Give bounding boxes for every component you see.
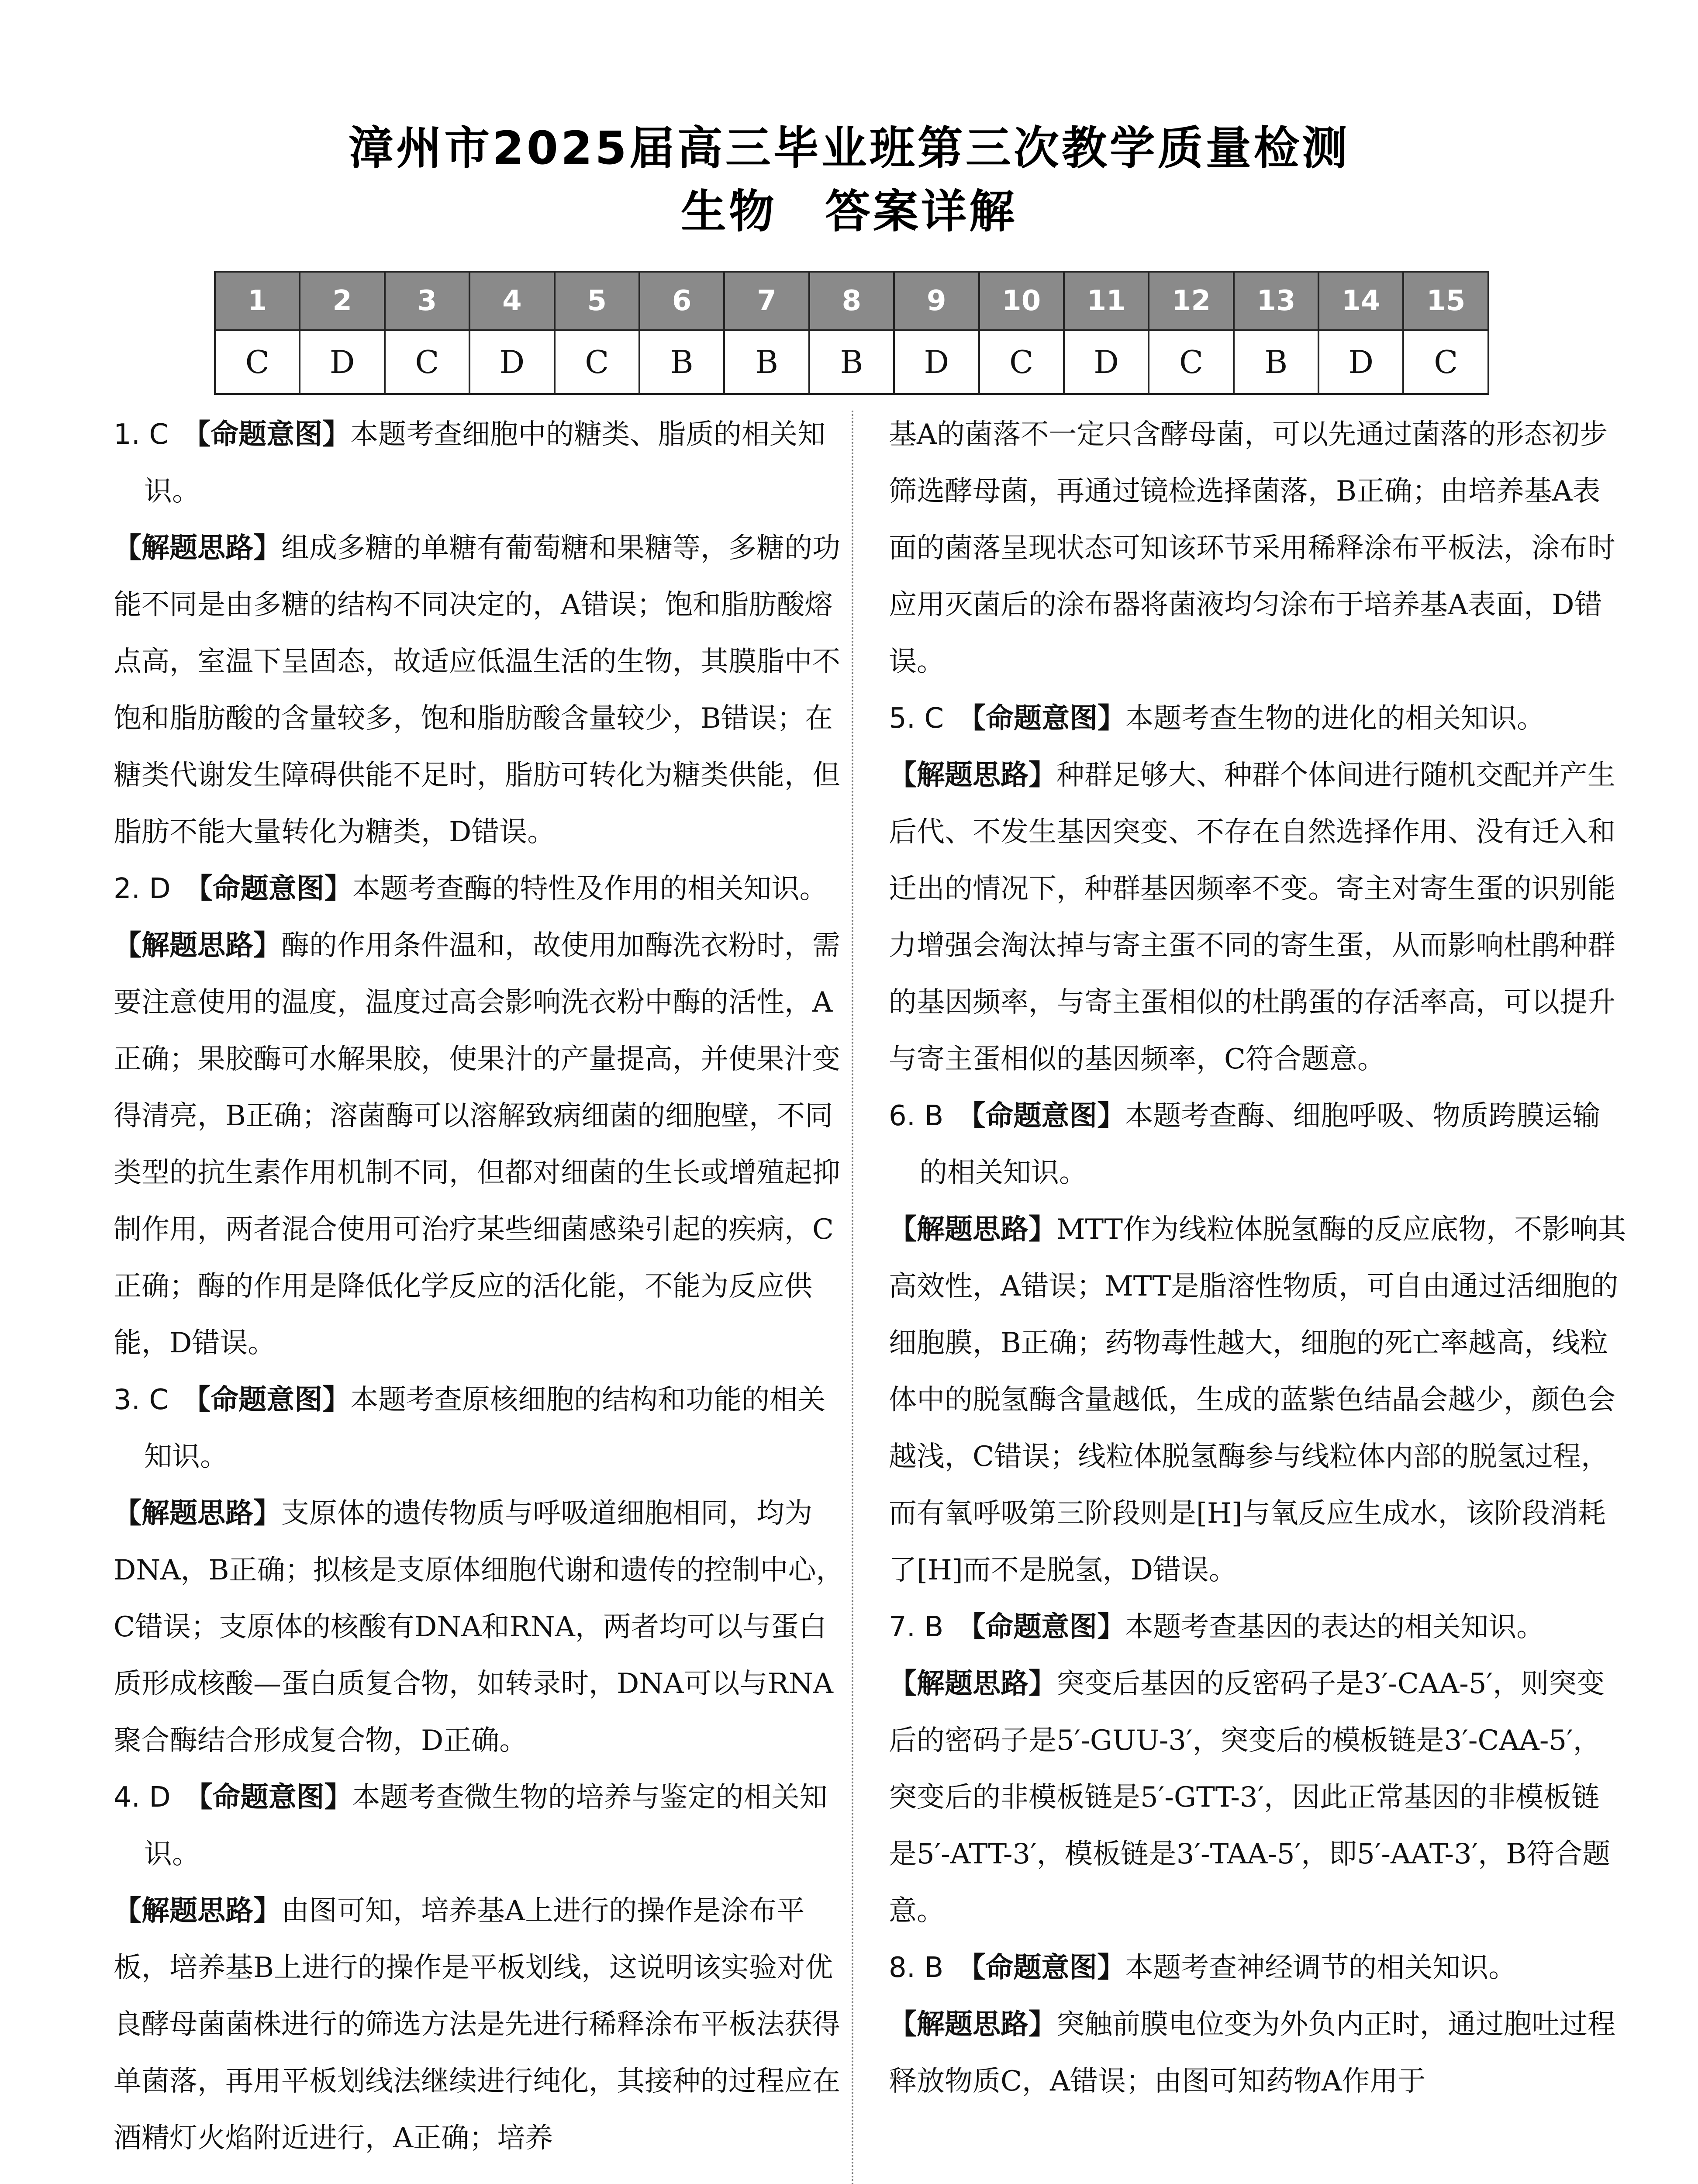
question-number: 12: [1149, 272, 1233, 330]
question-7-reasoning: 【解题思路】突变后基因的反密码子是3′-CAA-5′，则突变后的密码子是5′-GUU-3′，突变后的模板链是3′-CAA-5′，突变后的非模板链是5′-GTT-3′，因此正常基因的非模板链是5′-ATT-3′，模板链是3′-TAA-5′，即5′-AAT-3′，B符合题意。: [889, 1668, 1611, 1927]
answer-cell: C: [385, 330, 469, 394]
question-number: 11: [1064, 272, 1149, 330]
question-number: 5: [555, 272, 639, 330]
answer-cell: C: [1403, 330, 1488, 394]
question-number: 9: [894, 272, 979, 330]
answer-table: [214, 271, 1489, 395]
answer-cell: D: [300, 330, 384, 394]
answer-cell: C: [215, 330, 300, 394]
question-number: 14: [1318, 272, 1403, 330]
question-number: 15: [1403, 272, 1488, 330]
answer-cell: C: [1149, 330, 1233, 394]
question-number: 2: [300, 272, 384, 330]
question-number: 8: [809, 272, 894, 330]
question-number: 1: [215, 272, 300, 330]
question-1-reasoning: 【解题思路】组成多糖的单糖有葡萄糖和果糖等，多糖的功能不同是由多糖的结构不同决定的，A错误；饱和脂肪酸熔点高，室温下呈固态，故适应低温生活的生物，其膜脂中不饱和脂肪酸的含量较多，饱和脂肪酸含量较少，B错误；在糖类代谢发生障碍供能不足时，脂肪可转化为糖类供能，但脂肪不能大量转化为糖类，D错误。: [114, 532, 840, 848]
question-number: 7: [724, 272, 809, 330]
right-column: [889, 406, 1627, 2110]
answer-table-values-row: [215, 330, 1488, 394]
question-6-reasoning: 【解题思路】MTT作为线粒体脱氢酶的反应底物，不影响其高效性，A错误；MTT是脂溶性物质，可自由通过活细胞的细胞膜，B正确；药物毒性越大，细胞的死亡率越高，线粒体中的脱氢酶含量越低，生成的蓝紫色结晶会越少，颜色会越浅，C错误；线粒体脱氢酶参与线粒体内部的脱氢过程，而有氧呼吸第三阶段则是[H]与氧反应生成水，该阶段消耗了[H]而不是脱氢，D错误。: [889, 1213, 1626, 1586]
question-number: 10: [979, 272, 1064, 330]
answer-cell: D: [1064, 330, 1149, 394]
question-5-reasoning: 【解题思路】种群足够大、种群个体间进行随机交配并产生后代、不发生基因突变、不存在自然选择作用、没有迁入和迁出的情况下，种群基因频率不变。寄主对寄生蛋的识别能力增强会淘汰掉与寄主蛋不同的寄生蛋，从而影响杜鹃种群的基因频率，与寄主蛋相似的杜鹃蛋的存活率高，可以提升与寄主蛋相似的基因频率，C符合题意。: [889, 759, 1615, 1075]
answer-cell: B: [724, 330, 809, 394]
answer-cell: C: [555, 330, 639, 394]
question-number: 3: [385, 272, 469, 330]
question-6-intent: 6. B 【命题意图】本题考查酶、细胞呼吸、物质跨膜运输的相关知识。: [889, 1100, 1601, 1189]
answer-cell: B: [809, 330, 894, 394]
question-number: 13: [1234, 272, 1318, 330]
answer-cell: B: [1234, 330, 1318, 394]
question-3-reasoning: 【解题思路】支原体的遗传物质与呼吸道细胞相同，均为DNA，B正确；拟核是支原体细胞代谢和遗传的控制中心，C错误；支原体的核酸有DNA和RNA，两者均可以与蛋白质形成核酸—蛋白质复合物，如转录时，DNA可以与RNA聚合酶结合形成复合物，D正确。: [114, 1497, 844, 1757]
question-3-intent: 3. C 【命题意图】本题考查原核细胞的结构和功能的相关知识。: [114, 1384, 826, 1473]
question-8-intent: 8. B 【命题意图】本题考查神经调节的相关知识。: [889, 1952, 1517, 1984]
question-2-reasoning: 【解题思路】酶的作用条件温和，故使用加酶洗衣粉时，需要注意使用的温度，温度过高会影响洗衣粉中酶的活性，A正确；果胶酶可水解果胶，使果汁的产量提高，并使果汁变得清亮，B正确；溶菌酶可以溶解致病细菌的细胞壁，不同类型的抗生素作用机制不同，但都对细菌的生长或增殖起抑制作用，两者混合使用可治疗某些细菌感染引起的疾病，C正确；酶的作用是降低化学反应的活化能，不能为反应供能，D错误。: [114, 930, 840, 1359]
answer-cell: D: [469, 330, 554, 394]
answer-cell: B: [639, 330, 724, 394]
answer-cell: D: [894, 330, 979, 394]
question-8-reasoning: 【解题思路】突触前膜电位变为外负内正时，通过胞吐过程释放物质C，A错误；由图可知药物A作用于: [889, 2008, 1615, 2098]
page-title: 漳州市2025届高三毕业班第三次教学质量检测: [348, 121, 1350, 175]
left-column: [114, 406, 852, 2167]
question-5-intent: 5. C 【命题意图】本题考查生物的进化的相关知识。: [889, 702, 1545, 735]
question-4-intent: 4. D 【命题意图】本题考查微生物的培养与鉴定的相关知识。: [114, 1781, 828, 1870]
answer-cell: D: [1318, 330, 1403, 394]
question-1-intent: 1. C 【命题意图】本题考查细胞中的糖类、脂质的相关知识。: [114, 418, 826, 508]
question-4-reasoning-continued: 基A的菌落不一定只含酵母菌，可以先通过菌落的形态初步筛选酵母菌，再通过镜检选择菌落，B正确；由培养基A表面的菌落呈现状态可知该环节采用稀释涂布平板法，涂布时应用灭菌后的涂布器将菌液均匀涂布于培养基A表面，D错误。: [889, 418, 1615, 678]
question-2-intent: 2. D 【命题意图】本题考查酶的特性及作用的相关知识。: [114, 873, 828, 905]
column-divider: [852, 411, 853, 2184]
answer-table-header-row: [215, 272, 1488, 330]
question-7-intent: 7. B 【命题意图】本题考查基因的表达的相关知识。: [889, 1611, 1545, 1643]
question-4-reasoning: 【解题思路】由图可知，培养基A上进行的操作是涂布平板，培养基B上进行的操作是平板划线，这说明该实验对优良酵母菌菌株进行的筛选方法是先进行稀释涂布平板法获得单菌落，再用平板划线法继续进行纯化，其接种的过程应在酒精灯火焰附近进行，A正确；培养: [114, 1895, 840, 2154]
question-number: 6: [639, 272, 724, 330]
answer-cell: C: [979, 330, 1064, 394]
page-subtitle: 生物 答案详解: [680, 185, 1017, 238]
question-number: 4: [469, 272, 554, 330]
